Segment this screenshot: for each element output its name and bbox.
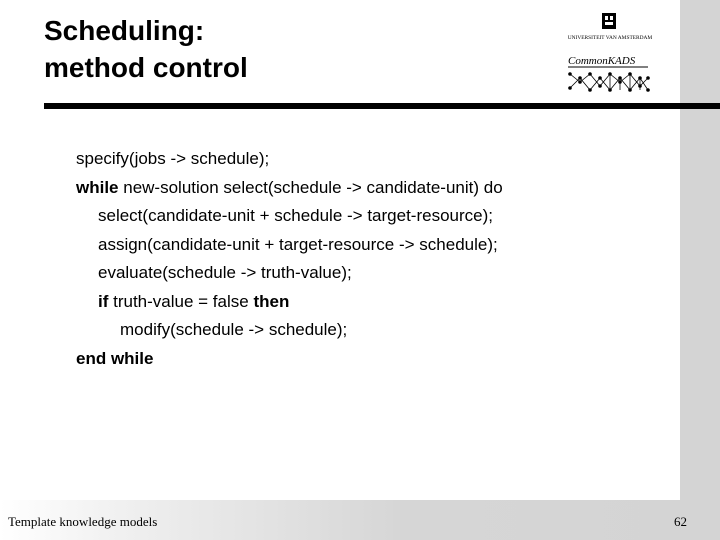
pseudocode-block — [76, 145, 503, 373]
keyword-while: while — [76, 177, 119, 197]
code-line-7: modify(schedule -> schedule); — [120, 320, 348, 339]
code-line-6 — [76, 288, 503, 317]
code-line-2-text: new-solution select(schedule -> candidate-unit) do — [118, 177, 503, 197]
right-side-bar — [680, 0, 720, 540]
title-line-1: Scheduling: — [44, 15, 205, 46]
slide-title — [44, 12, 248, 86]
footer-caption: Template knowledge models — [8, 514, 158, 529]
code-line-1: specify(jobs -> schedule); — [76, 149, 270, 168]
code-line-3: select(candidate-unit + schedule -> target-resource); — [98, 206, 493, 225]
commonkads-logo — [566, 52, 650, 98]
commonkads-logo-text: CommonKADS — [568, 55, 636, 67]
university-logo — [565, 12, 655, 42]
keyword-then: then — [253, 291, 290, 311]
title-divider — [44, 103, 720, 109]
title-line-2: method control — [44, 52, 248, 83]
code-line-8: end while — [76, 348, 154, 368]
code-line-2 — [76, 174, 503, 203]
code-line-4: assign(candidate-unit + target-resource -> schedule); — [98, 234, 498, 254]
code-line-6-text: truth-value = false — [108, 291, 254, 311]
page-number: 62 — [674, 514, 687, 529]
code-line-5: evaluate(schedule -> truth-value); — [98, 263, 352, 282]
university-logo-text: UNIVERSITEIT VAN AMSTERDAM — [567, 35, 653, 41]
keyword-if: if — [98, 291, 109, 311]
